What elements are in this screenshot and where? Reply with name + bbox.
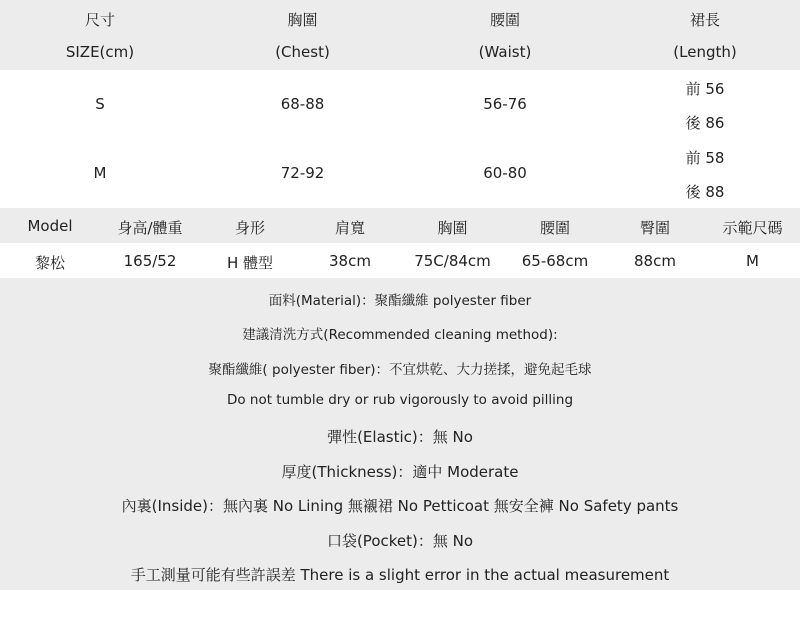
chest-cell: 68-88 [280,95,325,113]
model-header-hip: 臀圍 [639,219,670,237]
material-line: 面料(Material)：聚酯纖維 polyester fiber [268,293,532,309]
model-name: 黎松 [34,254,65,272]
header-chest-zh: 胸圍 [287,11,318,29]
elastic-line: 彈性(Elastic)：無 No [327,428,473,446]
size-table-body [0,70,800,208]
model-waist: 65-68cm [521,252,589,270]
cleaning-method-line: 建議清洗方式(Recommended cleaning method): [242,327,558,343]
length-back-cell: 後 86 [685,114,725,132]
model-body-shape: H 體型 [226,254,274,272]
header-length-zh: 裙長 [689,11,720,29]
model-header-body-shape: 身形 [234,219,265,237]
model-header-shoulder: 肩寬 [334,219,365,237]
model-header-height-weight: 身高/體重 [117,219,183,237]
waist-cell: 56-76 [483,95,527,113]
length-front-cell: 前 58 [685,149,725,167]
header-size-en: SIZE(cm) [65,43,135,61]
header-waist-en: (Waist) [478,43,532,61]
care-instruction-en-line: Do not tumble dry or rub vigorously to avoid pilling [226,392,574,408]
pocket-line: 口袋(Pocket)：無 No [326,532,474,550]
size-cell: S [95,95,105,113]
model-header-size-worn: 示範尺碼 [722,219,783,237]
chest-cell: 72-92 [280,164,325,182]
measurement-note-line: 手工測量可能有些許誤差 There is a slight error in the actual measurement [130,566,670,584]
model-chest: 75C/84cm [414,252,491,270]
product-info-section [0,278,800,590]
thickness-line: 厚度(Thickness)：適中 Moderate [281,463,519,481]
model-height-weight: 165/52 [123,252,177,270]
header-waist-zh: 腰圍 [489,11,520,29]
header-chest-en: (Chest) [275,43,330,61]
model-table-row [0,243,800,278]
model-header-waist: 腰圍 [539,219,570,237]
header-size-zh: 尺寸 [84,11,115,29]
model-header-chest: 胸圍 [437,219,468,237]
length-back-cell: 後 88 [685,183,725,201]
model-header-model: Model [27,217,73,235]
inside-line: 內裏(Inside)：無內裏 No Lining 無襯裙 No Petticoat 無安全褲 No Safety pants [121,497,679,515]
model-shoulder: 38cm [329,252,371,270]
waist-cell: 60-80 [483,164,527,182]
model-hip: 88cm [634,252,676,270]
size-table-header [0,0,800,70]
length-front-cell: 前 56 [685,80,725,98]
model-table-header [0,208,800,243]
model-size-worn: M [746,252,759,270]
care-instruction-zh-line: 聚酯纖維( polyester fiber)：不宜烘乾、大力搓揉，避免起毛球 [208,362,592,378]
header-length-en: (Length) [673,43,737,61]
size-cell: M [93,164,107,182]
